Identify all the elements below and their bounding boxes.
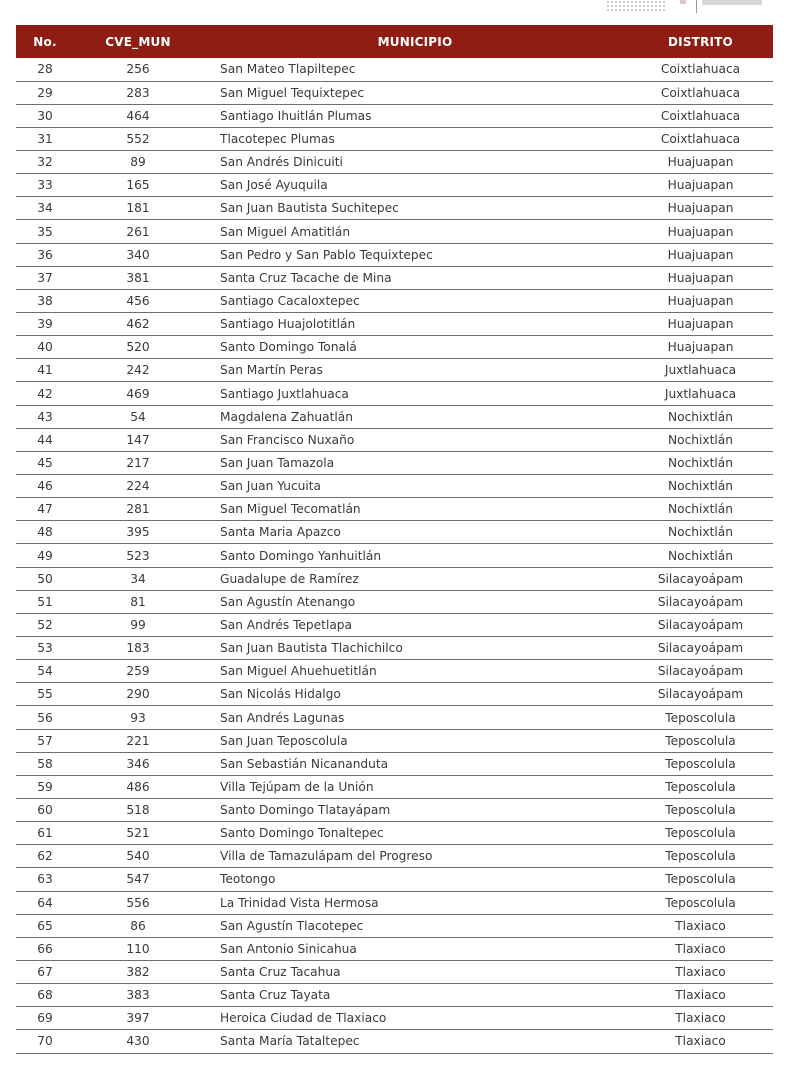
row-number: 29 (16, 81, 74, 104)
row-cve-mun: 165 (74, 174, 202, 197)
row-number: 69 (16, 1007, 74, 1030)
row-number: 63 (16, 868, 74, 891)
row-number: 31 (16, 127, 74, 150)
row-distrito: Huajuapan (628, 336, 773, 359)
row-municipio: San Agustín Tlacotepec (202, 914, 628, 937)
row-municipio: San Andrés Tepetlapa (202, 613, 628, 636)
row-cve-mun: 290 (74, 683, 202, 706)
row-number: 34 (16, 197, 74, 220)
table-row (16, 220, 773, 243)
row-cve-mun: 217 (74, 451, 202, 474)
row-distrito: Nochixtlán (628, 451, 773, 474)
row-cve-mun: 224 (74, 475, 202, 498)
row-cve-mun: 110 (74, 937, 202, 960)
row-municipio: Santo Domingo Tonalá (202, 336, 628, 359)
row-distrito: Teposcolula (628, 729, 773, 752)
row-cve-mun: 181 (74, 197, 202, 220)
table-row (16, 174, 773, 197)
row-distrito: Huajuapan (628, 220, 773, 243)
row-number: 47 (16, 498, 74, 521)
table-row (16, 891, 773, 914)
table-row (16, 1030, 773, 1053)
row-number: 55 (16, 683, 74, 706)
row-municipio: Santa Maria Apazco (202, 521, 628, 544)
table-row (16, 729, 773, 752)
row-distrito: Coixtlahuaca (628, 104, 773, 127)
row-number: 67 (16, 960, 74, 983)
table-row (16, 289, 773, 312)
row-number: 66 (16, 937, 74, 960)
row-distrito: Nochixtlán (628, 498, 773, 521)
row-cve-mun: 99 (74, 613, 202, 636)
row-cve-mun: 382 (74, 960, 202, 983)
table-row (16, 197, 773, 220)
row-number: 32 (16, 151, 74, 174)
table-row (16, 405, 773, 428)
table-row (16, 313, 773, 336)
row-municipio: Santa Cruz Tayata (202, 984, 628, 1007)
row-cve-mun: 464 (74, 104, 202, 127)
row-distrito: Silacayoápam (628, 683, 773, 706)
row-distrito: Teposcolula (628, 752, 773, 775)
row-number: 36 (16, 243, 74, 266)
row-cve-mun: 183 (74, 637, 202, 660)
row-number: 30 (16, 104, 74, 127)
row-municipio: Teotongo (202, 868, 628, 891)
row-distrito: Nochixtlán (628, 475, 773, 498)
municipios-table (16, 25, 773, 1054)
row-municipio: Magdalena Zahuatlán (202, 405, 628, 428)
row-municipio: Santo Domingo Tonaltepec (202, 822, 628, 845)
column-header-cve-mun: CVE_MUN (105, 34, 171, 49)
row-distrito: Juxtlahuaca (628, 359, 773, 382)
row-number: 44 (16, 428, 74, 451)
column-header-no: No. (33, 34, 57, 49)
table-row (16, 775, 773, 798)
table-row (16, 498, 773, 521)
row-number: 45 (16, 451, 74, 474)
row-number: 28 (16, 58, 74, 81)
row-cve-mun: 93 (74, 706, 202, 729)
row-cve-mun: 523 (74, 544, 202, 567)
row-cve-mun: 242 (74, 359, 202, 382)
table-row (16, 336, 773, 359)
table-row (16, 243, 773, 266)
row-distrito: Huajuapan (628, 174, 773, 197)
row-cve-mun: 283 (74, 81, 202, 104)
table-row (16, 752, 773, 775)
row-number: 54 (16, 660, 74, 683)
row-cve-mun: 397 (74, 1007, 202, 1030)
row-number: 64 (16, 891, 74, 914)
row-number: 40 (16, 336, 74, 359)
row-cve-mun: 547 (74, 868, 202, 891)
row-municipio: Santo Domingo Yanhuitlán (202, 544, 628, 567)
row-cve-mun: 340 (74, 243, 202, 266)
row-municipio: Santa María Tataltepec (202, 1030, 628, 1053)
row-distrito: Silacayoápam (628, 590, 773, 613)
row-cve-mun: 281 (74, 498, 202, 521)
table-body (16, 58, 773, 1053)
row-distrito: Teposcolula (628, 845, 773, 868)
row-municipio: Heroica Ciudad de Tlaxiaco (202, 1007, 628, 1030)
table-row (16, 937, 773, 960)
row-number: 60 (16, 799, 74, 822)
row-number: 46 (16, 475, 74, 498)
row-municipio: Santiago Cacaloxtepec (202, 289, 628, 312)
row-number: 61 (16, 822, 74, 845)
table-row (16, 822, 773, 845)
row-cve-mun: 462 (74, 313, 202, 336)
logo-text (702, 0, 762, 5)
row-distrito: Teposcolula (628, 799, 773, 822)
row-cve-mun: 89 (74, 151, 202, 174)
table-row (16, 359, 773, 382)
table-row (16, 868, 773, 891)
row-municipio: Villa de Tamazulápam del Progreso (202, 845, 628, 868)
row-municipio: San Pedro y San Pablo Tequixtepec (202, 243, 628, 266)
table-row (16, 613, 773, 636)
row-distrito: Silacayoápam (628, 613, 773, 636)
table-row (16, 104, 773, 127)
government-logo (606, 0, 776, 14)
row-number: 65 (16, 914, 74, 937)
row-municipio: San Francisco Nuxaño (202, 428, 628, 451)
row-municipio: Tlacotepec Plumas (202, 127, 628, 150)
table-row (16, 984, 773, 1007)
row-distrito: Tlaxiaco (628, 937, 773, 960)
row-municipio: Santiago Juxtlahuaca (202, 382, 628, 405)
row-distrito: Tlaxiaco (628, 1007, 773, 1030)
row-number: 56 (16, 706, 74, 729)
row-cve-mun: 346 (74, 752, 202, 775)
row-municipio: San Sebastián Nicananduta (202, 752, 628, 775)
row-cve-mun: 34 (74, 567, 202, 590)
table-row (16, 428, 773, 451)
row-cve-mun: 221 (74, 729, 202, 752)
row-cve-mun: 552 (74, 127, 202, 150)
table-header (16, 25, 773, 58)
table-row (16, 475, 773, 498)
row-municipio: Santo Domingo Tlatayápam (202, 799, 628, 822)
row-municipio: Santiago Huajolotitlán (202, 313, 628, 336)
table-row (16, 451, 773, 474)
row-cve-mun: 54 (74, 405, 202, 428)
row-municipio: San Mateo Tlapiltepec (202, 58, 628, 81)
row-distrito: Huajuapan (628, 313, 773, 336)
row-distrito: Silacayoápam (628, 567, 773, 590)
table-row (16, 567, 773, 590)
row-cve-mun: 81 (74, 590, 202, 613)
row-cve-mun: 147 (74, 428, 202, 451)
row-cve-mun: 86 (74, 914, 202, 937)
row-cve-mun: 520 (74, 336, 202, 359)
row-number: 37 (16, 266, 74, 289)
row-cve-mun: 383 (74, 984, 202, 1007)
row-municipio: San Juan Yucuita (202, 475, 628, 498)
row-distrito: Tlaxiaco (628, 914, 773, 937)
row-number: 70 (16, 1030, 74, 1053)
row-cve-mun: 395 (74, 521, 202, 544)
row-distrito: Coixtlahuaca (628, 127, 773, 150)
table-row (16, 683, 773, 706)
row-municipio: San Andrés Dinicuiti (202, 151, 628, 174)
row-distrito: Coixtlahuaca (628, 58, 773, 81)
row-number: 42 (16, 382, 74, 405)
column-header-distrito: DISTRITO (668, 34, 733, 49)
row-municipio: San Andrés Lagunas (202, 706, 628, 729)
table-row (16, 266, 773, 289)
table-row (16, 151, 773, 174)
row-municipio: San Miguel Tequixtepec (202, 81, 628, 104)
row-cve-mun: 518 (74, 799, 202, 822)
row-municipio: San Miguel Amatitlán (202, 220, 628, 243)
table-row (16, 58, 773, 81)
table-row (16, 845, 773, 868)
row-cve-mun: 381 (74, 266, 202, 289)
table-row (16, 637, 773, 660)
row-distrito: Huajuapan (628, 197, 773, 220)
row-municipio: Guadalupe de Ramírez (202, 567, 628, 590)
row-cve-mun: 456 (74, 289, 202, 312)
row-distrito: Teposcolula (628, 775, 773, 798)
row-municipio: La Trinidad Vista Hermosa (202, 891, 628, 914)
row-distrito: Silacayoápam (628, 637, 773, 660)
row-cve-mun: 430 (74, 1030, 202, 1053)
row-distrito: Teposcolula (628, 868, 773, 891)
row-distrito: Teposcolula (628, 822, 773, 845)
row-municipio: San Juan Tamazola (202, 451, 628, 474)
row-cve-mun: 486 (74, 775, 202, 798)
row-distrito: Nochixtlán (628, 405, 773, 428)
row-cve-mun: 259 (74, 660, 202, 683)
row-cve-mun: 540 (74, 845, 202, 868)
logo-mark (680, 0, 686, 4)
row-cve-mun: 256 (74, 58, 202, 81)
table-row (16, 382, 773, 405)
row-number: 50 (16, 567, 74, 590)
row-distrito: Teposcolula (628, 891, 773, 914)
row-number: 38 (16, 289, 74, 312)
row-municipio: San Martín Peras (202, 359, 628, 382)
row-distrito: Tlaxiaco (628, 984, 773, 1007)
row-municipio: San Antonio Sinicahua (202, 937, 628, 960)
row-number: 62 (16, 845, 74, 868)
row-number: 51 (16, 590, 74, 613)
row-distrito: Huajuapan (628, 266, 773, 289)
row-distrito: Nochixtlán (628, 521, 773, 544)
row-distrito: Nochixtlán (628, 428, 773, 451)
row-number: 39 (16, 313, 74, 336)
row-municipio: Villa Tejúpam de la Unión (202, 775, 628, 798)
row-cve-mun: 556 (74, 891, 202, 914)
logo-divider (696, 0, 697, 13)
row-distrito: Teposcolula (628, 706, 773, 729)
column-header-municipio: MUNICIPIO (377, 34, 453, 49)
row-municipio: Santa Cruz Tacache de Mina (202, 266, 628, 289)
row-number: 48 (16, 521, 74, 544)
row-distrito: Silacayoápam (628, 660, 773, 683)
row-cve-mun: 469 (74, 382, 202, 405)
row-distrito: Tlaxiaco (628, 960, 773, 983)
table-row (16, 521, 773, 544)
row-municipio: Santiago Ihuitlán Plumas (202, 104, 628, 127)
table-row (16, 1007, 773, 1030)
row-number: 53 (16, 637, 74, 660)
row-municipio: Santa Cruz Tacahua (202, 960, 628, 983)
table-row (16, 81, 773, 104)
row-municipio: San Miguel Ahuehuetitlán (202, 660, 628, 683)
logo-dot-pattern (606, 0, 666, 12)
row-distrito: Juxtlahuaca (628, 382, 773, 405)
row-cve-mun: 521 (74, 822, 202, 845)
row-municipio: San Miguel Tecomatlán (202, 498, 628, 521)
header-row (16, 25, 773, 58)
row-cve-mun: 261 (74, 220, 202, 243)
row-distrito: Coixtlahuaca (628, 81, 773, 104)
row-municipio: San Juan Teposcolula (202, 729, 628, 752)
row-municipio: San José Ayuquila (202, 174, 628, 197)
table-row (16, 590, 773, 613)
row-municipio: San Agustín Atenango (202, 590, 628, 613)
row-number: 59 (16, 775, 74, 798)
row-municipio: San Juan Bautista Tlachichilco (202, 637, 628, 660)
row-number: 49 (16, 544, 74, 567)
row-distrito: Nochixtlán (628, 544, 773, 567)
row-number: 68 (16, 984, 74, 1007)
row-number: 58 (16, 752, 74, 775)
row-number: 41 (16, 359, 74, 382)
row-number: 35 (16, 220, 74, 243)
row-distrito: Huajuapan (628, 289, 773, 312)
row-distrito: Huajuapan (628, 243, 773, 266)
row-municipio: San Juan Bautista Suchitepec (202, 197, 628, 220)
row-number: 33 (16, 174, 74, 197)
row-number: 57 (16, 729, 74, 752)
row-municipio: San Nicolás Hidalgo (202, 683, 628, 706)
row-distrito: Tlaxiaco (628, 1030, 773, 1053)
table-row (16, 127, 773, 150)
table-row (16, 960, 773, 983)
table-row (16, 914, 773, 937)
row-number: 52 (16, 613, 74, 636)
table-row (16, 544, 773, 567)
row-distrito: Huajuapan (628, 151, 773, 174)
table-row (16, 660, 773, 683)
row-number: 43 (16, 405, 74, 428)
table-row (16, 799, 773, 822)
table-row (16, 706, 773, 729)
